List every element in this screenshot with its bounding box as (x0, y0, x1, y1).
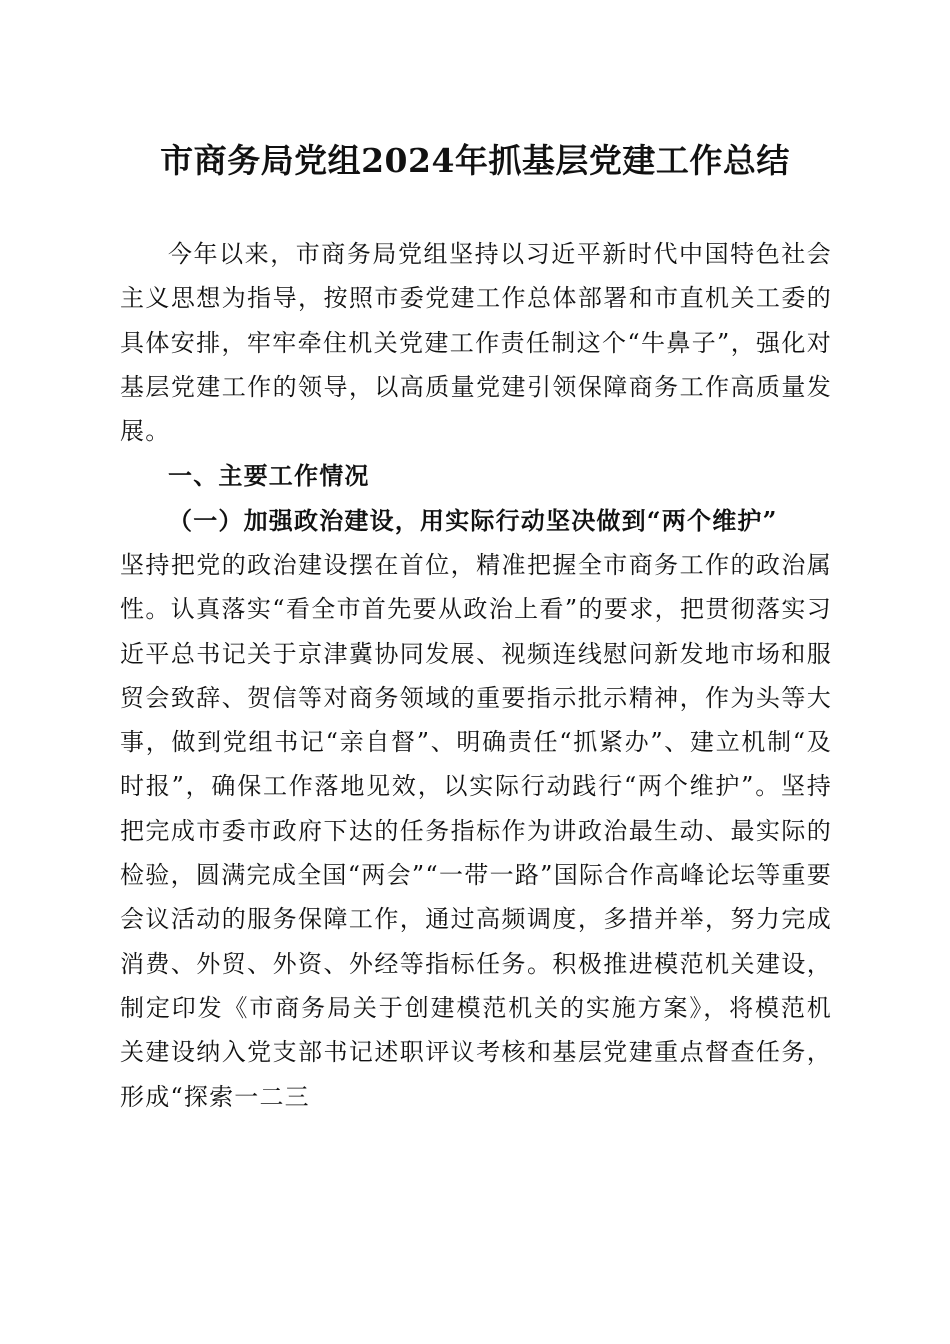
subsection-heading: （一）加强政治建设，用实际行动坚决做到“两个维护” (168, 506, 778, 535)
intro-paragraph: 今年以来，市商务局党组坚持以习近平新时代中国特色社会主义思想为指导，按照市委党建工作总体部署和市直机关工委的具体安排，牢牢牵住机关党建工作责任制这个“牛鼻子”，强化对基层党建工作的领导，以高质量党建引领保障商务工作高质量发展。 (120, 240, 832, 446)
subsection-paragraph: 坚持把党的政治建设摆在首位，精准把握全市商务工作的政治属性。认真落实“看全市首先要从政治上看”的要求，把贯彻落实习近平总书记关于京津冀协同发展、视频连线慰问新发地市场和服贸会致辞、贺信等对商务领域的重要指示批示精神，作为头等大事，做到党组书记“亲自督”、明确责任“抓紧办”、建立机制“及时报”，确保工作落地见效，以实际行动践行“两个维护”。坚持把完成市委市政府下达的任务指标作为讲政治最生动、最实际的检验，圆满完成全国“两会”“一带一路”国际合作高峰论坛等重要会议活动的服务保障工作，通过高频调度，多措并举，努力完成消费、外贸、外资、外经等指标任务。积极推进模范机关建设，制定印发《市商务局关于创建模范机关的实施方案》，将模范机关建设纳入党支部书记述职评议考核和基层党建重点督查任务，形成“探索一二三 (120, 551, 832, 1111)
document-title: 市商务局党组2024年抓基层党建工作总结 (160, 141, 790, 180)
section-heading: 一、主要工作情况 (168, 462, 370, 490)
